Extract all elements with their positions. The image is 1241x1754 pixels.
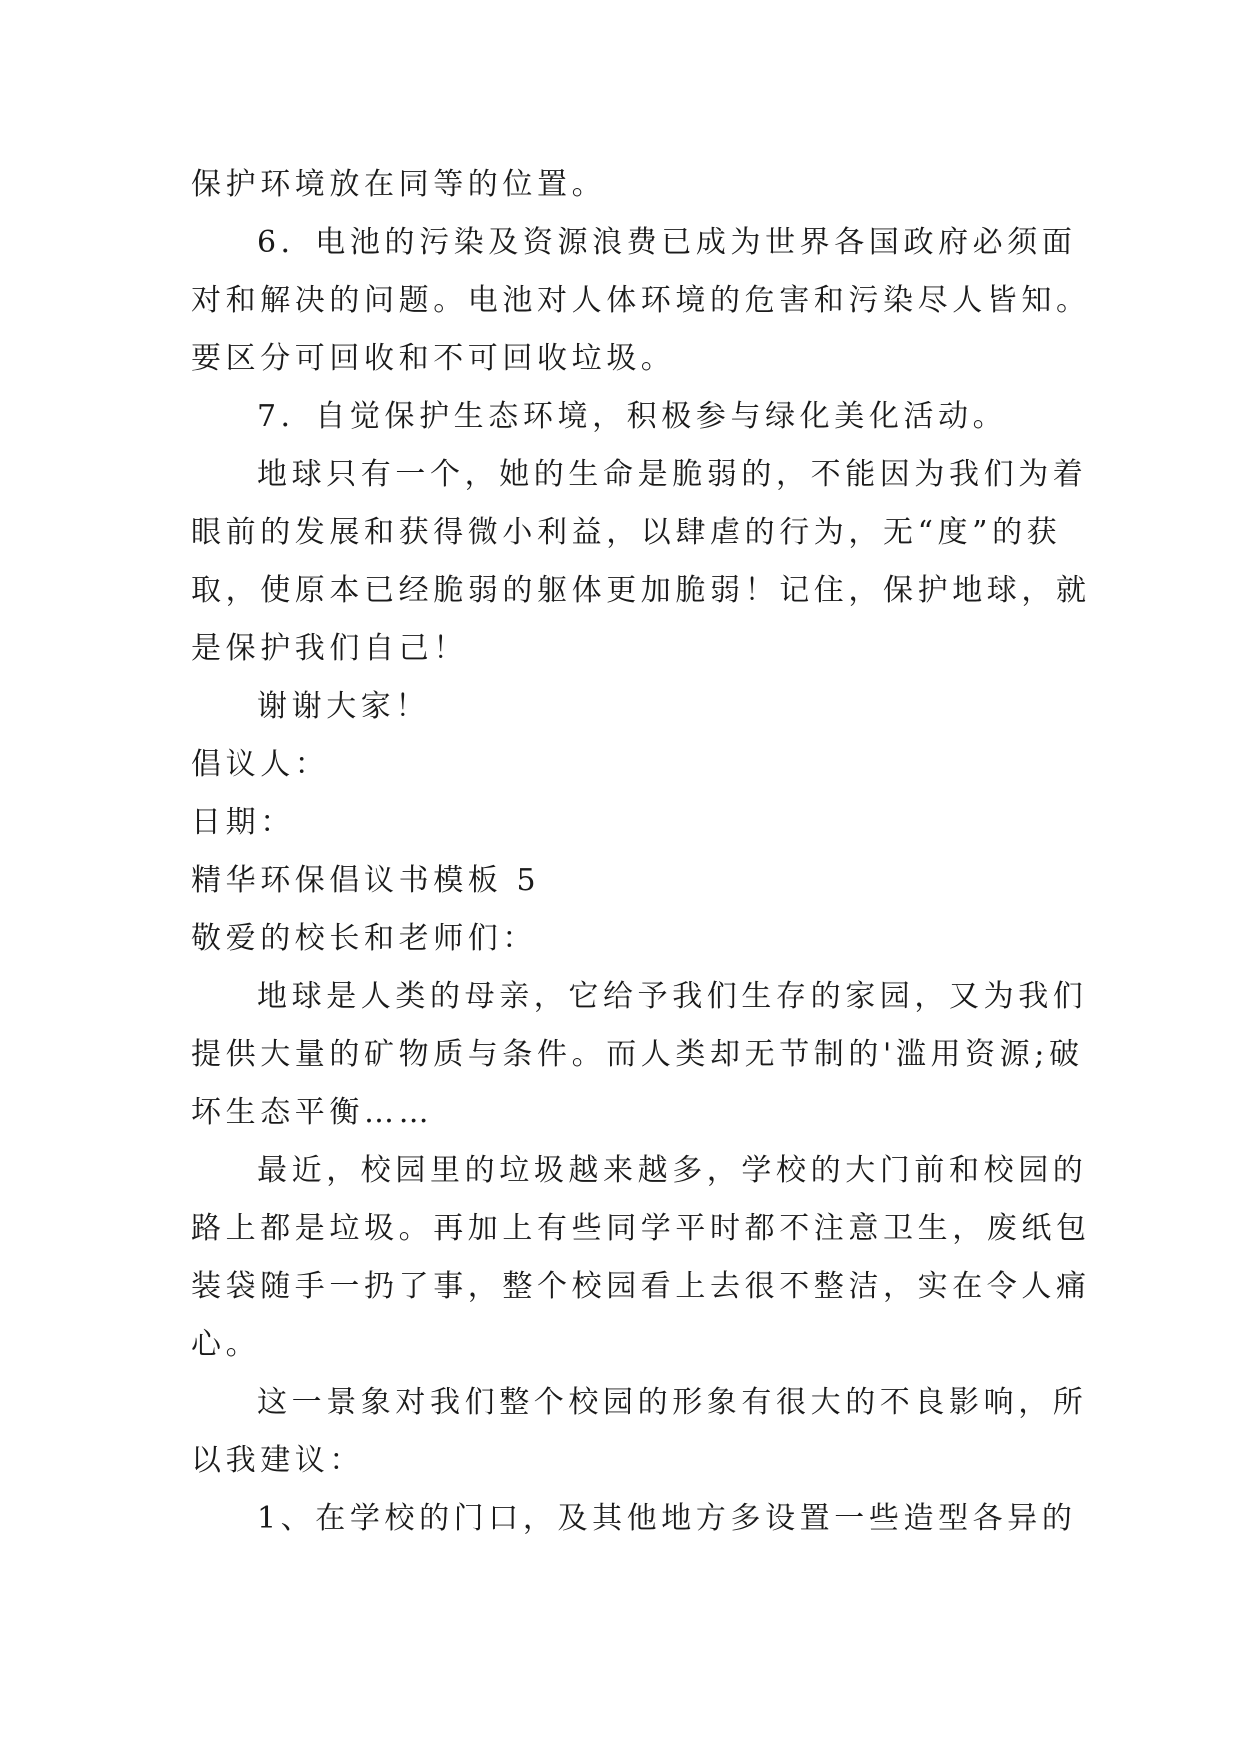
list-item: 6．电池的污染及资源浪费已成为世界各国政府必须面 xyxy=(257,225,1077,260)
text-line: 以我建议： xyxy=(191,1443,364,1478)
paragraph-line: 这一景象对我们整个校园的形象有很大的不良影响，所 xyxy=(257,1385,1088,1420)
text-line: 对和解决的问题。电池对人体环境的危害和污染尽人皆知。 xyxy=(191,283,1091,318)
text-line: 装袋随手一扔了事，整个校园看上去很不整洁，实在令人痛 xyxy=(191,1269,1091,1304)
paragraph-line: 地球只有一个，她的生命是脆弱的，不能因为我们为着 xyxy=(257,457,1088,492)
date-label: 日期： xyxy=(191,805,295,840)
section-title: 精华环保倡议书模板 5 xyxy=(191,863,541,898)
text-line: 是保护我们自己！ xyxy=(191,631,468,666)
text-line: 路上都是垃圾。再加上有些同学平时都不注意卫生，废纸包 xyxy=(191,1211,1091,1246)
signature-label: 倡议人： xyxy=(191,747,330,782)
list-item: 7．自觉保护生态环境，积极参与绿化美化活动。 xyxy=(257,399,1008,434)
text-line: 要区分可回收和不可回收垃圾。 xyxy=(191,341,676,376)
text-line: 坏生态平衡…… xyxy=(191,1095,434,1130)
text-line: 心。 xyxy=(191,1327,261,1362)
text-line: 取，使原本已经脆弱的躯体更加脆弱！记住，保护地球，就 xyxy=(191,573,1091,608)
closing-line: 谢谢大家！ xyxy=(257,689,430,724)
paragraph-line: 最近，校园里的垃圾越来越多，学校的大门前和校园的 xyxy=(257,1153,1088,1188)
list-item: 1、在学校的门口，及其他地方多设置一些造型各异的 xyxy=(257,1501,1077,1536)
salutation: 敬爱的校长和老师们： xyxy=(191,921,537,956)
text-line: 眼前的发展和获得微小利益，以肆虐的行为，无“度”的获 xyxy=(191,515,1062,550)
text-line: 提供大量的矿物质与条件。而人类却无节制的'滥用资源;破 xyxy=(191,1037,1084,1072)
paragraph-line: 地球是人类的母亲，它给予我们生存的家园，又为我们 xyxy=(257,979,1088,1014)
text-line: 保护环境放在同等的位置。 xyxy=(191,167,607,202)
